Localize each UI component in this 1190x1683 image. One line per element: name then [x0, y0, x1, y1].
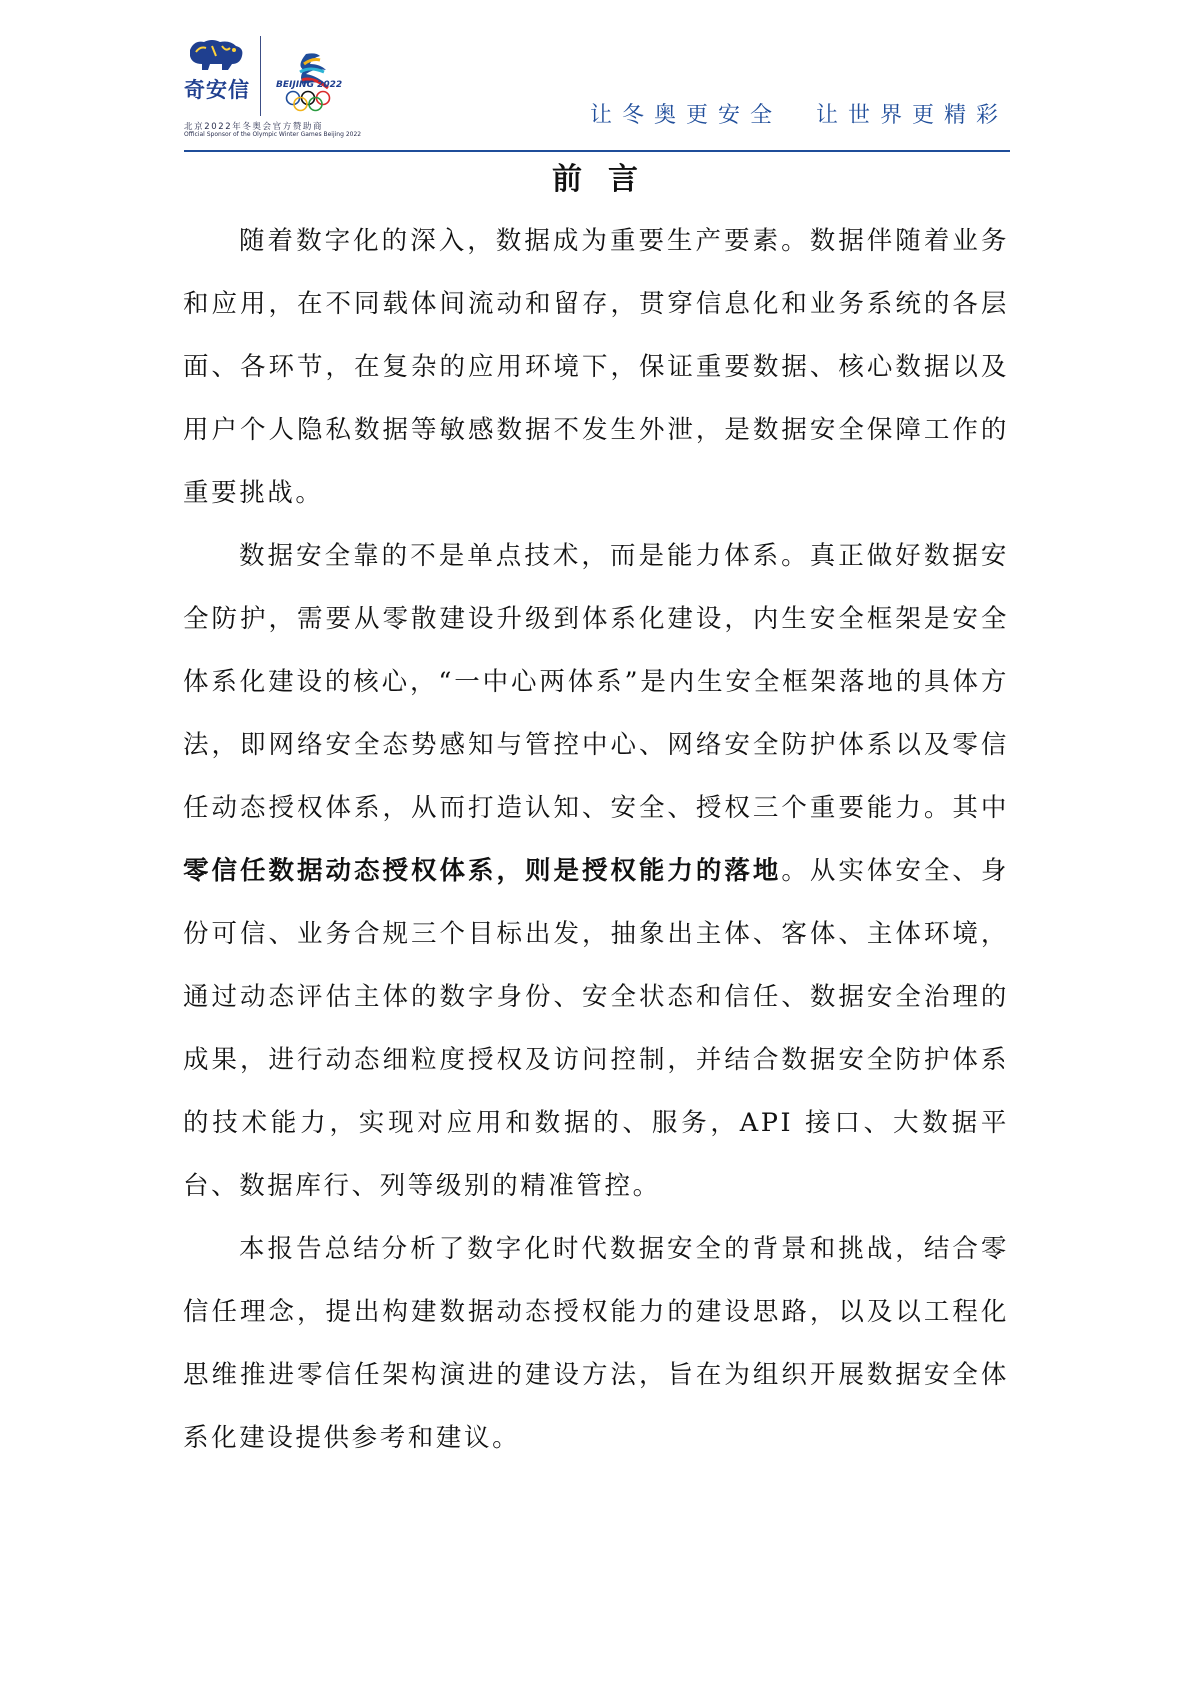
sponsor-cn-text: 北京2022年冬奥会官方赞助商 — [184, 122, 324, 132]
header-divider-rule — [184, 150, 1010, 152]
paragraph-2-text-before: 数据安全靠的不是单点技术，而是能力体系。真正做好数据安全防护，需要从零散建设升级到体系化建设，内生安全框架是安全体系化建设的核心，“一中心两体系”是内生安全框架落地的具体方法，即网络安全态势感知与管控中心、网络安全防护体系以及零信任动态授权体系，从而打造认知、安全、授权三个重要能力。其中 — [183, 541, 1009, 823]
paragraph-3: 本报告总结分析了数字化时代数据安全的背景和挑战，结合零信任理念，提出构建数据动态授权能力的建设思路，以及以工程化思维推进零信任架构演进的建设方法，旨在为组织开展数据安全体系化建设提供参考和建议。 — [183, 1234, 1009, 1453]
page-title: 前言 — [552, 162, 664, 197]
paragraph-2 — [183, 525, 1009, 1218]
beijing-2022-text: BEIJING 2022 — [276, 80, 343, 90]
paragraph-2-bold-emphasis: 零信任数据动态授权体系，则是授权能力的落地 — [183, 856, 782, 886]
document-body — [183, 210, 1009, 1470]
sponsor-logo-block — [184, 28, 364, 148]
logo-divider — [260, 36, 261, 116]
paragraph-2-text-after: 。从实体安全、身份可信、业务合规三个目标出发，抽象出主体、客体、主体环境，通过动态评估主体的数字身份、安全状态和信任、数据安全治理的成果，进行动态细粒度授权及访问控制，并结合数据安全防护体系的技术能力，实现对应用和数据的、服务，API 接口、大数据平台、数据库行、列等级别的精准管控。 — [183, 856, 1009, 1201]
paragraph-1: 随着数字化的深入，数据成为重要生产要素。数据伴随着业务和应用，在不同载体间流动和留存，贯穿信息化和业务系统的各层面、各环节，在复杂的应用环境下，保证重要数据、核心数据以及用户个人隐私数据等敏感数据不发生外泄，是数据安全保障工作的重要挑战。 — [183, 226, 1009, 508]
brand-name-text: 奇安信 — [184, 78, 250, 102]
qax-tiger-mascot-icon — [186, 36, 248, 74]
olympic-rings-icon — [285, 90, 331, 112]
header-slogan: 让冬奥更安全 让世界更精彩 — [590, 103, 1008, 128]
sponsor-en-text: Official Sponsor of the Olympic Winter Games Beijing 2022 — [184, 131, 362, 138]
page-header — [184, 28, 1010, 153]
